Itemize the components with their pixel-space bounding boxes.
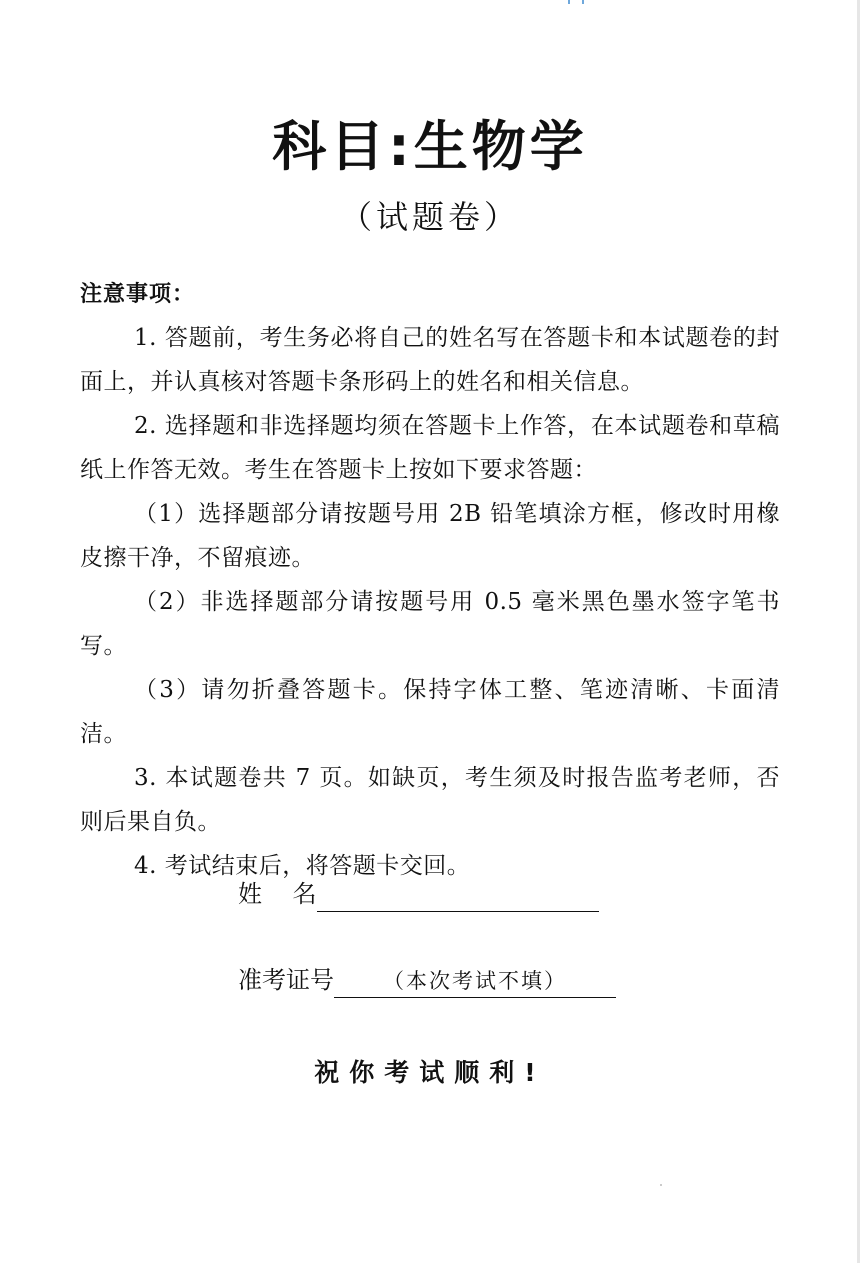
blessing-text: 祝你考试顺利! bbox=[314, 1058, 546, 1087]
exam-id-field bbox=[238, 962, 616, 998]
notice-item: 1. 答题前，考生务必将自己的姓名写在答题卡和本试题卷的封面上，并认真核对答题卡条形码上的姓名和相关信息。 bbox=[80, 325, 780, 395]
name-blank[interactable] bbox=[317, 879, 599, 912]
top-edge-mark bbox=[568, 0, 584, 4]
notice-item: （1）选择题部分请按题号用 2B 铅笔填涂方框，修改时用橡皮擦干净，不留痕迹。 bbox=[80, 501, 780, 571]
notice-item: 3. 本试题卷共 7 页。如缺页，考生须及时报告监考老师，否则后果自负。 bbox=[80, 765, 780, 835]
name-field bbox=[238, 876, 599, 912]
page-subtitle: （试题卷） bbox=[339, 198, 520, 236]
notice-item: 4. 考试结束后，将答题卡交回。 bbox=[134, 853, 471, 879]
exam-id-label: 准考证号 bbox=[238, 966, 334, 994]
notice-item: 2. 选择题和非选择题均须在答题卡上作答，在本试题卷和草稿纸上作答无效。考生在答题卡上按如下要求答题： bbox=[80, 413, 780, 483]
notice-heading: 注意事项： bbox=[80, 282, 196, 307]
scan-speck bbox=[660, 1184, 662, 1186]
notice-list bbox=[80, 316, 780, 888]
notice-item: （3）请勿折叠答题卡。保持字体工整、笔迹清晰、卡面清洁。 bbox=[80, 677, 780, 747]
page-title: 科目:生物学 bbox=[272, 115, 588, 178]
name-label: 姓 名 bbox=[238, 880, 317, 908]
exam-id-blank[interactable]: （本次考试不填） bbox=[334, 965, 616, 998]
notice-item: （2）非选择题部分请按题号用 0.5 毫米黑色墨水签字笔书写。 bbox=[80, 589, 780, 659]
